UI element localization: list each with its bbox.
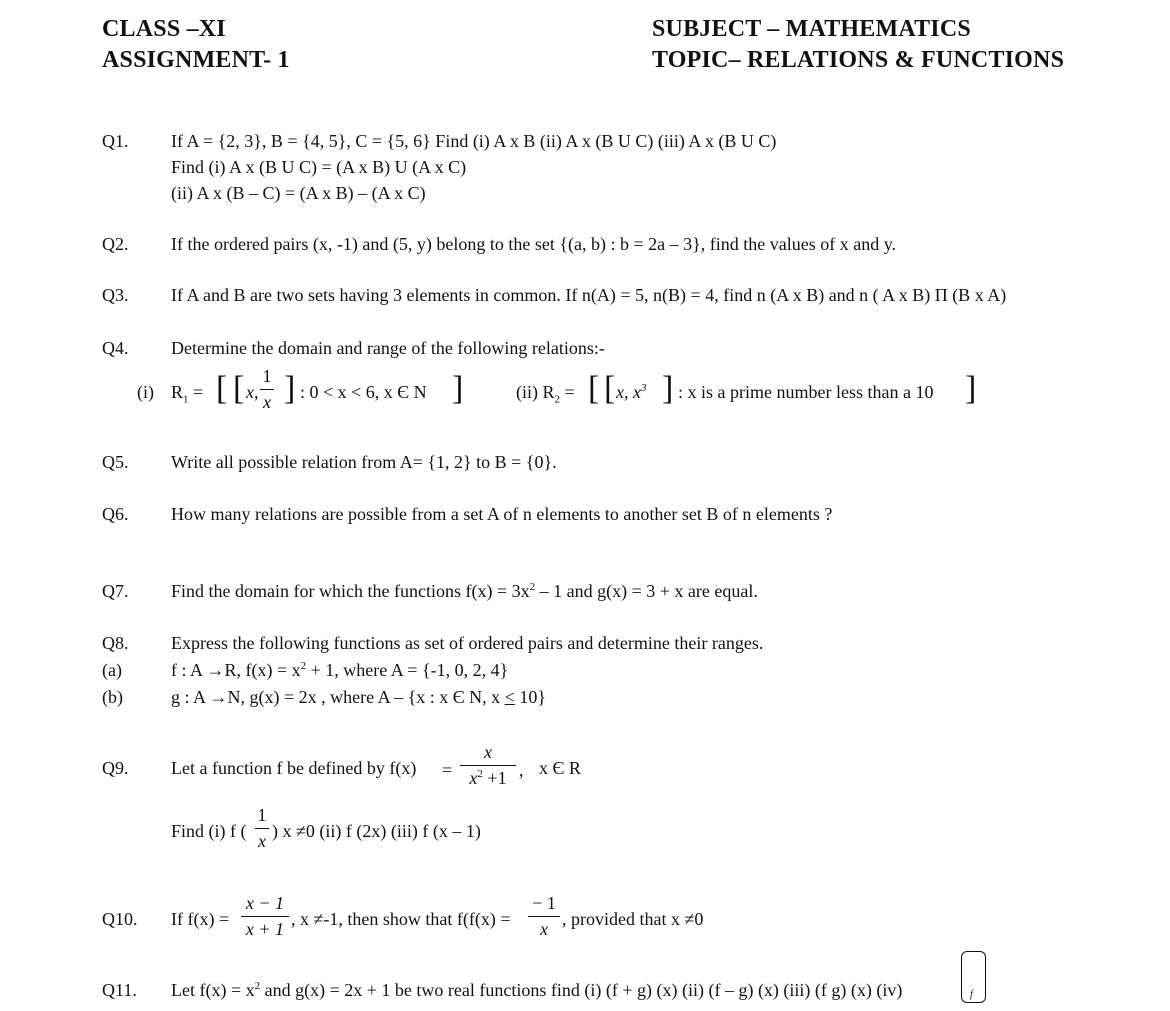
- q9-fraction: x $x^2 +1$: [460, 742, 516, 789]
- q5-number: Q5.: [102, 452, 129, 472]
- q2-number: Q2.: [102, 234, 129, 254]
- q4-r1-inner-bracket-close: ]: [284, 370, 296, 407]
- q8-b-text: g : A →N, g(x) = 2x , where A – {x : x Є N, x < 10}: [171, 687, 546, 707]
- q9-find-fraction: 1 x: [255, 805, 269, 852]
- q4-number: Q4.: [102, 338, 129, 358]
- subject-heading: SUBJECT – MATHEMATICS: [652, 16, 971, 42]
- q1-line2: Find (i) A x (B U C) = (A x B) U (A x C): [171, 157, 467, 177]
- q11-number: Q11.: [102, 980, 137, 1000]
- q2-text: If the ordered pairs (x, -1) and (5, y) belong to the set {(a, b) : b = 2a – 3}, find the values of x and y.: [171, 234, 897, 254]
- q11-text: Let $f(x) = x^2$ and g(x) = 2x + 1 be two real functions find (i) (f + g) (x) (ii) (f – g) (x) (iii) (f g) (x) (iv): [171, 980, 903, 1000]
- q4-r2-outer-bracket-close: ]: [965, 370, 977, 407]
- q10-pre: If f(x) =: [171, 909, 230, 929]
- q8-a-text: f : A →R, $f(x) = x^2 + 1$, where A = {-1, 0, 2, 4}: [171, 660, 509, 680]
- q8-text: Express the following functions as set of ordered pairs and determine their ranges.: [171, 633, 764, 653]
- q4-r1-x: x,: [246, 382, 259, 402]
- q9-number: Q9.: [102, 758, 129, 778]
- q4-r1-condition: : 0 < x < 6, x Є N: [300, 382, 427, 402]
- q10-fraction-2: − 1 x: [528, 893, 560, 940]
- q6-text: How many relations are possible from a set A of n elements to another set B of n elements ?: [171, 504, 833, 524]
- q10-fraction-1: x − 1 x + 1: [241, 893, 289, 940]
- q7-text: Find the domain for which the functions $f(x) = 3x^2 - 1$ and g(x) = 3 + x are equal.: [171, 581, 758, 601]
- q4-r1-outer-bracket-close: ]: [452, 370, 464, 407]
- q9-find-post: ) x ≠0 (ii) f (2x) (iii) f (x – 1): [272, 821, 481, 841]
- q4-r2-outer-bracket-open: [: [588, 370, 600, 407]
- q4-r2-inner-bracket-close: ]: [662, 370, 674, 407]
- assignment-heading: ASSIGNMENT- 1: [102, 47, 290, 73]
- q1-number: Q1.: [102, 131, 129, 151]
- q9-equals: =: [442, 760, 453, 780]
- q8-b-label: (b): [102, 687, 123, 707]
- topic-heading: TOPIC– RELATIONS & FUNCTIONS: [652, 47, 1065, 73]
- q8-a-label: (a): [102, 660, 122, 680]
- q4-text: Determine the domain and range of the following relations:-: [171, 338, 605, 358]
- q8-number: Q8.: [102, 633, 129, 653]
- q6-number: Q6.: [102, 504, 129, 524]
- q4-r1-outer-bracket-open: [: [216, 370, 228, 407]
- q9-find-pre: Find (i) f (: [171, 821, 247, 841]
- q4-r1: $R_1$ =: [171, 382, 204, 406]
- q3-number: Q3.: [102, 285, 129, 305]
- q4-r2: (ii) $R_2$ =: [516, 382, 575, 406]
- q9-domain: x Є R: [539, 758, 581, 778]
- q4-r1-fraction: 1 x: [260, 366, 274, 413]
- class-heading: CLASS –XI: [102, 16, 226, 42]
- q5-text: Write all possible relation from A= {1, 2} to B = {0}.: [171, 452, 557, 472]
- q4-r2-inner-bracket-open: [: [604, 370, 616, 407]
- q10-mid: , x ≠-1, then show that f(f(x) =: [291, 909, 511, 929]
- q7-number: Q7.: [102, 581, 129, 601]
- q11-fraction-box: [961, 951, 986, 1003]
- q10-number: Q10.: [102, 909, 138, 929]
- q4-r2-condition: : x is a prime number less than a 10: [678, 382, 934, 402]
- q11-box-letter: f: [970, 989, 973, 1000]
- q4-r2-pair: x, $x^3$: [616, 382, 647, 402]
- q1-line3: (ii) A x (B – C) = (A x B) – (A x C): [171, 183, 426, 203]
- q9-text: Let a function f be defined by f(x): [171, 758, 417, 778]
- q3-text: If A and B are two sets having 3 elements in common. If n(A) = 5, n(B) = 4, find n (A x B) and n ( A x B) Π (B x A): [171, 285, 1007, 305]
- q9-comma: ,: [519, 760, 524, 780]
- q1-line1: If A = {2, 3}, B = {4, 5}, C = {5, 6} Find (i) A x B (ii) A x (B U C) (iii) A x (B U C): [171, 131, 777, 151]
- q4-i-label: (i): [137, 382, 154, 402]
- q10-post: , provided that x ≠0: [562, 909, 704, 929]
- q4-r1-inner-bracket-open: [: [233, 370, 245, 407]
